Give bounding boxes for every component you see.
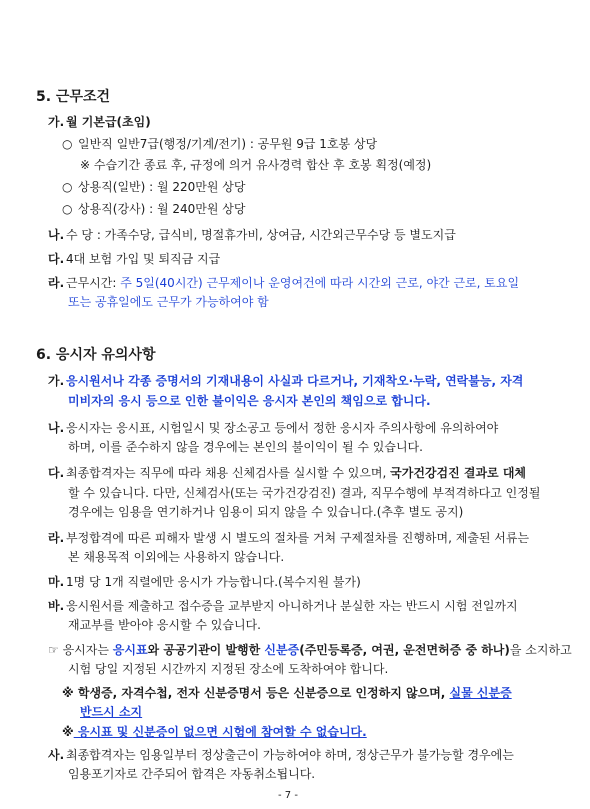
section6-ra-line2: 본 채용목적 이외에는 사용하지 않습니다.: [68, 550, 285, 564]
section5-ga-title: [48, 114, 151, 130]
circle-bullet-icon: ○: [62, 180, 73, 194]
section6-da-line3: 경우에는 임용을 연기하거나 임용이 되지 않을 수 있습니다.(추후 별도 공지): [68, 505, 464, 519]
section6-note1: ※ 학생증, 자격수첩, 전자 신분증명서 등은 신분증으로 인정하지 않으며, 실물 신분증: [62, 686, 512, 700]
section6-na-line2: 하며, 이를 준수하지 않을 경우에는 본인의 불이익이 될 수 있습니다.: [68, 440, 423, 454]
section6-heading: 6. 응시자 유의사항: [36, 347, 156, 363]
section6-ga-line2: 미비자의 응시 등으로 인한 불이익은 응시자 본인의 책임으로 합니다.: [68, 394, 431, 408]
circle-bullet-icon: ○: [62, 202, 73, 216]
pay-item-general: ○ 일반직 일반7급(행정/기계/전기) : 공무원 9급 1호봉 상당: [62, 137, 378, 151]
health-check-highlight: 국가건강검진 결과로 대체: [390, 466, 527, 480]
marker: 가.: [48, 115, 65, 129]
section6-sa: 사. 최종합격자는 임용일부터 정상출근이 가능하여야 하며, 정상근무가 불가능할 경우에는: [48, 748, 514, 762]
section6-ba-line2: 재교부를 받아야 응시할 수 있습니다.: [68, 618, 261, 632]
section6-da: 다. 최종합격자는 직무에 따라 채용 신체검사를 실시할 수 있으며, 국가건강검진 결과로 대체: [48, 466, 527, 480]
pay-item-instructor: ○ 상용직(강사) : 월 240만원 상당: [62, 202, 246, 216]
section6-ba: 바. 응시원서를 제출하고 접수증을 교부받지 아니하거나 분실한 자는 반드시 시험 전일까지: [48, 599, 518, 613]
monthly-pay-title: 월 기본급(초임): [66, 115, 151, 129]
circle-bullet-icon: ○: [62, 137, 73, 151]
section6-ga: 가. 응시원서나 각종 증명서의 기재내용이 사실과 다르거나, 기재착오·누락, 연락불능, 자격: [48, 374, 524, 388]
section6-note1-line2: 반드시 소지: [80, 705, 143, 719]
page-number: - 7 -: [278, 790, 298, 801]
section5-ra-line2: 또는 공휴일에도 근무가 가능하여야 함: [68, 295, 269, 309]
section6-pointer: ☞ 응시자는 응시표와 공공기관이 발행한 신분증(주민등록증, 여권, 운전면허증 중 하나)을 소지하고: [48, 643, 572, 657]
section5-na: 나. 수 당 : 가족수당, 급식비, 명절휴가비, 상여금, 시간외근무수당 등 별도지급: [48, 228, 456, 242]
pay-note: ※ 수습기간 종료 후, 규정에 의거 유사경력 합산 후 호봉 획정(예정): [80, 158, 432, 172]
section6-note2: ※ 응시표 및 신분증이 없으면 시험에 참여할 수 없습니다.: [62, 725, 367, 739]
reference-mark-icon: ※: [62, 686, 74, 700]
section5-da: 다. 4대 보험 가입 및 퇴직금 지급: [48, 252, 221, 266]
section6-ra: 라. 부정합격에 따른 피해자 발생 시 별도의 절차를 거쳐 구제절차를 진행하며, 제출된 서류는: [48, 531, 530, 545]
section6-ma: 마. 1명 당 1개 직렬에만 응시가 가능합니다.(복수지원 불가): [48, 575, 361, 589]
pointing-hand-icon: ☞: [48, 643, 59, 657]
reference-mark-icon: ※: [62, 725, 74, 739]
section6-pointer-line2: 시험 당일 지정된 시간까지 지정된 장소에 도착하여야 합니다.: [68, 662, 389, 676]
section5-heading: 5. 근무조건: [36, 89, 111, 105]
pay-item-regular: ○ 상용직(일반) : 월 220만원 상당: [62, 180, 246, 194]
section6-da-line2: 할 수 있습니다. 다만, 신체검사(또는 국가건강검진) 결과, 직무수행에 부적격하다고 인정될: [68, 486, 541, 500]
section6-na: 나. 응시자는 응시표, 시험일시 및 장소공고 등에서 정한 응시자 주의사항에 유의하여야: [48, 421, 499, 435]
section6-sa-line2: 임용포기자로 간주되어 합격은 자동취소됩니다.: [68, 767, 316, 781]
section5-ra: 라. 근무시간: 주 5일(40시간) 근무제이나 운영여건에 따라 시간외 근로, 야간 근로, 토요일: [48, 276, 520, 290]
